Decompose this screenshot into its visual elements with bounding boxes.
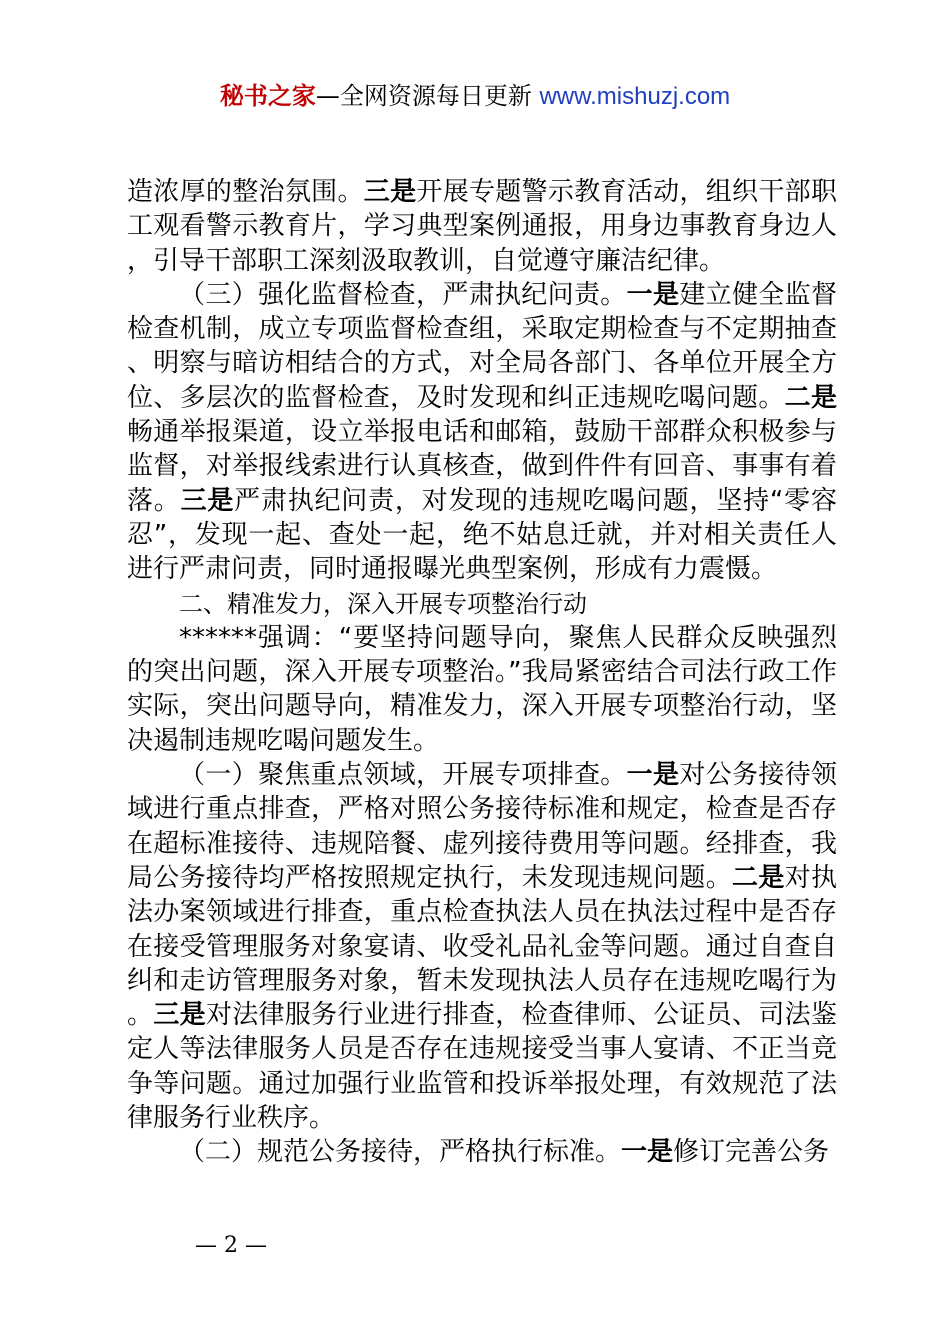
paragraph-text: 畅通举报渠道，设立举报电话和邮箱，鼓励干部群众积极参与监督，对举报线索进行认真核查，做到件件有回音、事事有着落。 — [127, 417, 837, 516]
page-number: — 2 — — [195, 1233, 267, 1258]
paragraph-text: 建立健全监督检查机制，成立专项监督检查组，采取定期检查与不定期抽查、明察与暗访相结合的方式，对全局各部门、各单位开展全方位、多层次的监督检查，及时发现和纠正违规吃喝问题。 — [127, 279, 837, 413]
paragraph-text: 对法律服务行业进行排查，检查律师、公证员、司法鉴定人等法律服务人员是否存在违规接受当事人宴请、不正当竞争等问题。通过加强行业监管和投诉举报处理，有效规范了法律服务行业秩序。 — [127, 1000, 837, 1134]
header-url[interactable]: www.mishuzj.com — [539, 83, 731, 110]
paragraph-text: 严肃执纪问责，对发现的违规吃喝问题，坚持“零容忍”，发现一起、查处一起，绝不姑息迁就，并对相关责任人进行严肃问责，同时通报曝光典型案例，形成有力震慑。 — [127, 485, 837, 585]
enumeration-marker: 三是 — [180, 485, 235, 516]
header-tagline: —全网资源每日更新 — [315, 82, 532, 110]
header-brand: 秘书之家 — [219, 82, 316, 110]
enumeration-marker: 二是 — [732, 862, 785, 893]
enumeration-marker: 二是 — [784, 382, 837, 413]
site-header — [0, 80, 950, 113]
paragraph-p2 — [127, 278, 837, 587]
paragraph-p4 — [127, 621, 837, 758]
paragraph-text: （三）强化监督检查，严肃执纪问责。 — [179, 279, 627, 310]
paragraph-p3 — [127, 587, 837, 621]
paragraph-p5 — [127, 758, 837, 1135]
paragraph-p6 — [127, 1135, 837, 1169]
paragraph-text: （二）规范公务接待，严格执行标准。 — [179, 1137, 622, 1168]
paragraph-p1 — [127, 175, 837, 278]
paragraph-text: 二、精准发力，深入开展专项整治行动 — [179, 589, 587, 618]
paragraph-text: 对公务接待领域进行重点排查，严格对照公务接待标准和规定，检查是否存在超标准接待、违规陪餐、虚列接待费用等问题。经排查，我局公务接待均严格按照规定执行，未发现违规问题。 — [127, 760, 837, 893]
enumeration-marker: 一是 — [621, 1137, 674, 1168]
paragraph-text: 开展专题警示教育活动，组织干部职工观看警示教育片，学习典型案例通报，用身边事教育身边人，引导干部职工深刻汲取教训，自觉遵守廉洁纪律。 — [127, 177, 837, 276]
enumeration-marker: 三是 — [153, 1000, 206, 1031]
enumeration-marker: 一是 — [626, 279, 680, 310]
paragraph-text: ******强调：“要坚持问题导向，聚焦人民群众反映强烈的突出问题，深入开展专项整治。”我局紧密结合司法行政工作实际，突出问题导向，精准发力，深入开展专项整治行动，坚决遏制违规吃喝问题发生。 — [127, 622, 837, 756]
paragraph-text: 造浓厚的整治氛围。 — [127, 177, 364, 207]
document-body — [127, 175, 837, 1170]
paragraph-text: （一）聚焦重点领域，开展专项排查。 — [179, 760, 627, 791]
paragraph-text: 修订完善公务 — [673, 1137, 830, 1168]
paragraph-text: 对执法办案领域进行排查，重点检查执法人员在执法过程中是否存在接受管理服务对象宴请、收受礼品礼金等问题。通过自查自纠和走访管理服务对象，暂未发现执法人员存在违规吃喝行为。 — [127, 862, 837, 1031]
enumeration-marker: 三是 — [363, 177, 417, 207]
enumeration-marker: 一是 — [626, 760, 680, 791]
